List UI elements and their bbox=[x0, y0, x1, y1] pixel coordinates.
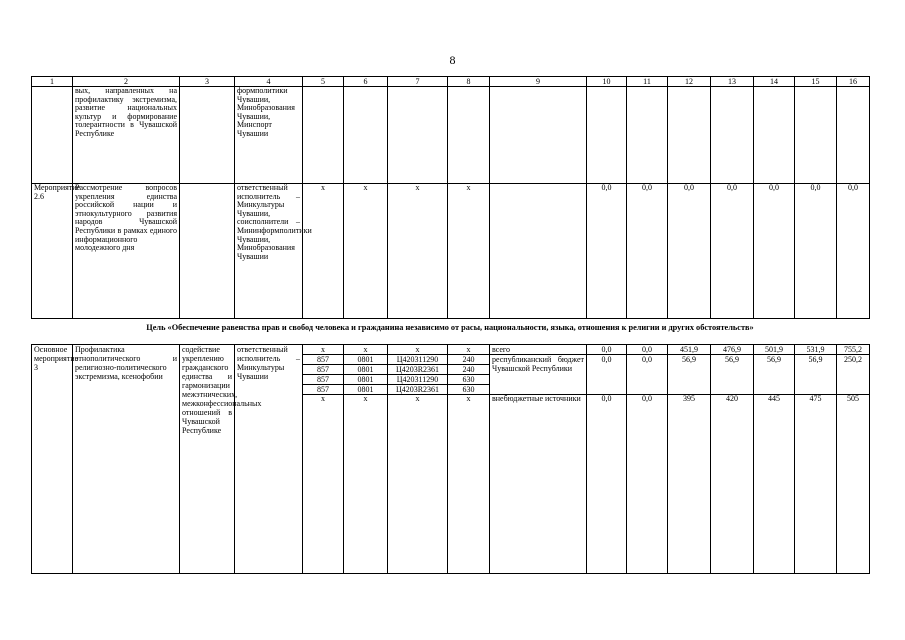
empty-cell bbox=[754, 87, 795, 184]
code-cell: Ц4203R2361 bbox=[388, 365, 448, 375]
executor-cell: ответственный исполнитель – Минкультуры Чувашии bbox=[235, 345, 303, 574]
value-cell: 395 bbox=[668, 395, 711, 574]
header-cell: 7 bbox=[388, 77, 448, 87]
value-cell: 505 bbox=[837, 395, 870, 574]
code-cell: x bbox=[344, 184, 388, 319]
header-cell: 9 bbox=[490, 77, 587, 87]
goal-heading: Цель «Обеспечение равенства прав и свобод человека и гражданина независимо от расы, национальности, языка, отношения к религии и других обстоятельств» bbox=[146, 323, 754, 332]
continuation-row bbox=[32, 87, 870, 184]
total-row bbox=[32, 345, 870, 355]
value-cell: 0,0 bbox=[837, 184, 870, 319]
value-cell: 0,0 bbox=[711, 184, 754, 319]
value-cell: 476,9 bbox=[711, 345, 754, 355]
code-cell: Ц4203R2361 bbox=[388, 385, 448, 395]
funding-source: всего bbox=[490, 345, 587, 355]
code-cell: Ц420311290 bbox=[388, 355, 448, 365]
code-cell: x bbox=[303, 395, 344, 574]
value-cell: 0,0 bbox=[754, 184, 795, 319]
code-cell: 630 bbox=[448, 385, 490, 395]
code-cell: 857 bbox=[303, 355, 344, 365]
value-cell: 0,0 bbox=[668, 184, 711, 319]
code-cell: 857 bbox=[303, 365, 344, 375]
value-cell: 0,0 bbox=[587, 345, 627, 355]
header-cell: 3 bbox=[180, 77, 235, 87]
code-cell: x bbox=[344, 345, 388, 355]
empty-cell bbox=[711, 87, 754, 184]
empty-cell bbox=[180, 184, 235, 319]
program-table-top bbox=[31, 76, 870, 319]
code-cell: 0801 bbox=[344, 385, 388, 395]
code-cell: 0801 bbox=[344, 355, 388, 365]
value-cell: 0,0 bbox=[587, 355, 627, 395]
header-cell: 2 bbox=[73, 77, 180, 87]
header-cell: 13 bbox=[711, 77, 754, 87]
code-cell: x bbox=[303, 184, 344, 319]
measure-label: Мероприятие 2.6 bbox=[32, 184, 73, 319]
value-cell: 420 bbox=[711, 395, 754, 574]
page-number: 8 bbox=[449, 53, 456, 67]
measure-2-6-row bbox=[32, 184, 870, 319]
header-cell: 8 bbox=[448, 77, 490, 87]
code-cell: 240 bbox=[448, 365, 490, 375]
program-table-bottom bbox=[31, 344, 870, 574]
code-cell: x bbox=[388, 395, 448, 574]
expected-result-cell: содействие укреплению гражданского единства и гармонизации межэтнических, межконфессиональных отношений в Чувашской Республике bbox=[180, 345, 235, 574]
value-cell: 56,9 bbox=[754, 355, 795, 395]
value-cell: 0,0 bbox=[795, 184, 837, 319]
value-cell: 0,0 bbox=[587, 184, 627, 319]
value-cell: 56,9 bbox=[668, 355, 711, 395]
header-cell: 12 bbox=[668, 77, 711, 87]
header-cell: 10 bbox=[587, 77, 627, 87]
measure-description: Рассмотрение вопросов укрепления единства российской нации и этнокультурного развития народов Чувашской Республики в рамках единого информационного молодежного дня bbox=[73, 184, 180, 319]
empty-cell bbox=[627, 87, 668, 184]
value-cell: 56,9 bbox=[711, 355, 754, 395]
value-cell: 0,0 bbox=[627, 184, 668, 319]
executor-cell: формполитики Чувашии, Минобразования Чувашии, Минспорт Чувашии bbox=[235, 87, 303, 184]
value-cell: 0,0 bbox=[627, 395, 668, 574]
empty-cell bbox=[448, 87, 490, 184]
measure-description: вых, направленных на профилактику экстремизма, развитие национальных культур и формирование толерантности в Чувашской Республике bbox=[73, 87, 180, 184]
code-cell: 240 bbox=[448, 355, 490, 365]
empty-cell bbox=[837, 87, 870, 184]
value-cell: 475 bbox=[795, 395, 837, 574]
header-cell: 16 bbox=[837, 77, 870, 87]
value-cell: 445 bbox=[754, 395, 795, 574]
value-cell: 56,9 bbox=[795, 355, 837, 395]
empty-cell bbox=[795, 87, 837, 184]
value-cell: 531,9 bbox=[795, 345, 837, 355]
code-cell: x bbox=[448, 345, 490, 355]
code-cell: x bbox=[344, 395, 388, 574]
empty-cell bbox=[344, 87, 388, 184]
code-cell: 0801 bbox=[344, 375, 388, 385]
empty-cell bbox=[490, 184, 587, 319]
code-cell: x bbox=[303, 345, 344, 355]
empty-cell bbox=[587, 87, 627, 184]
empty-cell bbox=[490, 87, 587, 184]
header-cell: 1 bbox=[32, 77, 73, 87]
empty-cell bbox=[180, 87, 235, 184]
column-number-row bbox=[32, 77, 870, 87]
empty-cell bbox=[303, 87, 344, 184]
header-cell: 11 bbox=[627, 77, 668, 87]
header-cell: 14 bbox=[754, 77, 795, 87]
code-cell: 857 bbox=[303, 375, 344, 385]
header-cell: 5 bbox=[303, 77, 344, 87]
value-cell: 0,0 bbox=[587, 395, 627, 574]
code-cell: x bbox=[448, 184, 490, 319]
header-cell: 4 bbox=[235, 77, 303, 87]
measure-description: Профилактика этнополитического и религиозно-политического экстремизма, ксенофобии bbox=[73, 345, 180, 574]
code-cell: 630 bbox=[448, 375, 490, 385]
measure-label: Основное мероприятие 3 bbox=[32, 345, 73, 574]
empty-cell bbox=[388, 87, 448, 184]
empty-cell bbox=[32, 87, 73, 184]
value-cell: 451,9 bbox=[668, 345, 711, 355]
value-cell: 501,9 bbox=[754, 345, 795, 355]
code-cell: x bbox=[388, 184, 448, 319]
empty-cell bbox=[668, 87, 711, 184]
header-cell: 6 bbox=[344, 77, 388, 87]
header-cell: 15 bbox=[795, 77, 837, 87]
value-cell: 250,2 bbox=[837, 355, 870, 395]
code-cell: 857 bbox=[303, 385, 344, 395]
value-cell: 0,0 bbox=[627, 355, 668, 395]
executor-cell: ответственный исполнитель – Минкультуры Чувашии, соисполнители – Мининформполитики Чувашии, Минобразования Чувашии bbox=[235, 184, 303, 319]
code-cell: Ц420311290 bbox=[388, 375, 448, 385]
value-cell: 755,2 bbox=[837, 345, 870, 355]
funding-source: республиканский бюджет Чувашской Республики bbox=[490, 355, 587, 395]
code-cell: x bbox=[448, 395, 490, 574]
value-cell: 0,0 bbox=[627, 345, 668, 355]
code-cell: 0801 bbox=[344, 365, 388, 375]
funding-source: внебюджетные источники bbox=[490, 395, 587, 574]
code-cell: x bbox=[388, 345, 448, 355]
